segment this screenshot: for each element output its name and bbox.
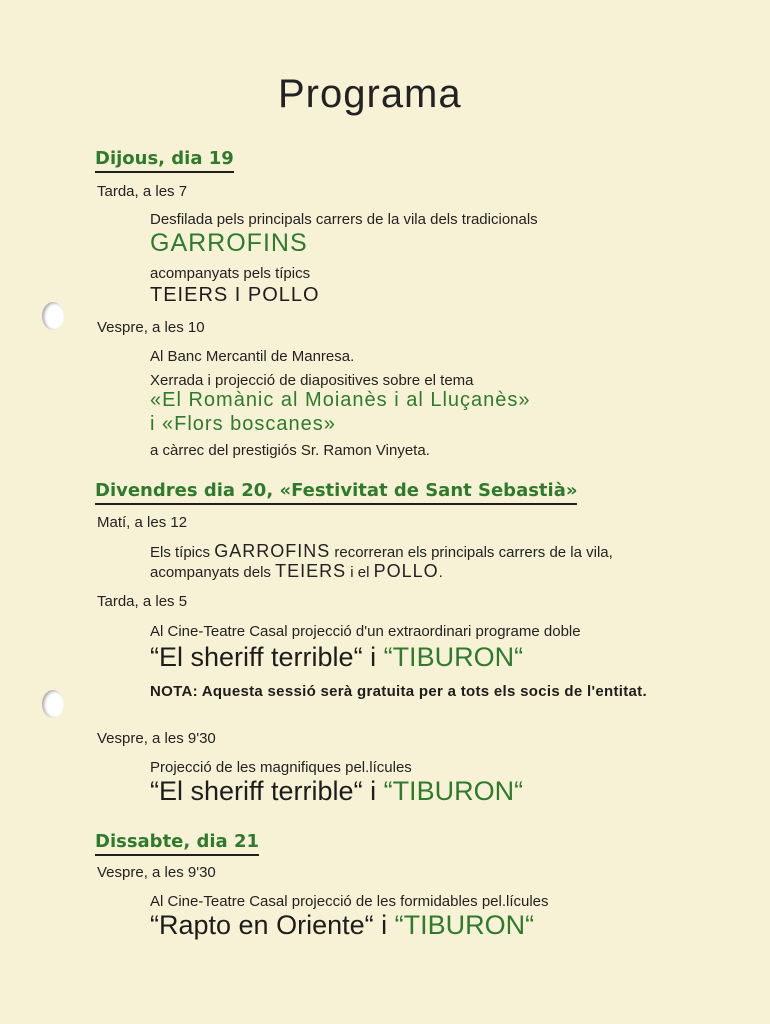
event-time: Vespre, a les 10 [97, 319, 205, 336]
film-line: “El sheriff terrible“ i “TIBURON“ [150, 776, 524, 806]
day-heading-saturday: Dissabte, dia 21 [95, 831, 259, 856]
event-intro: Projecció de les magnifiques pel.lícules [150, 759, 412, 776]
punch-hole [42, 690, 64, 718]
event-highlight: TEIERS I POLLO [150, 284, 320, 306]
event-topic: i «Flors boscanes» [150, 413, 336, 435]
day-heading-thursday: Dijous, dia 19 [95, 148, 234, 173]
event-highlight: POLLO [373, 561, 439, 581]
film-title: “TIBURON“ [394, 910, 535, 940]
event-time: Vespre, a les 9'30 [97, 730, 216, 747]
page-title: Programa [278, 72, 462, 116]
event-highlight: TEIERS [275, 561, 347, 581]
event-time: Matí, a les 12 [97, 514, 188, 531]
punch-hole [42, 302, 64, 330]
event-time: Tarda, a les 7 [97, 183, 188, 200]
event-highlight: GARROFINS [214, 541, 331, 561]
day-heading-friday: Divendres dia 20, «Festivitat de Sant Sebastià» [95, 480, 577, 505]
film-line: “Rapto en Oriente“ i “TIBURON“ [150, 910, 535, 940]
event-intro: Al Cine-Teatre Casal projecció de les formidables pel.lícules [150, 893, 549, 910]
film-title: “El sheriff terrible“ [150, 642, 363, 672]
event-time: Vespre, a les 9'30 [97, 864, 216, 881]
film-title: “TIBURON“ [383, 776, 524, 806]
event-topic: «El Romànic al Moianès i al Lluçanès» [150, 389, 531, 411]
event-highlight: GARROFINS [150, 229, 308, 257]
event-intro: Desfilada pels principals carrers de la vila dels tradicionals [150, 211, 538, 228]
event-description: Els típics GARROFINS recorreran els principals carrers de la vila, acompanyats dels TEIERS i el POLLO. [150, 541, 613, 581]
film-title: “TIBURON“ [383, 642, 524, 672]
event-connector: acompanyats pels típics [150, 265, 311, 282]
film-line: “El sheriff terrible“ i “TIBURON“ [150, 642, 524, 672]
event-time: Tarda, a les 5 [97, 593, 188, 610]
event-venue: Al Banc Mercantil de Manresa. [150, 348, 355, 365]
event-intro: Al Cine-Teatre Casal projecció d'un extraordinari programe doble [150, 623, 581, 640]
film-title: “Rapto en Oriente“ [150, 910, 374, 940]
event-note: NOTA: Aquesta sessió serà gratuita per a tots els socis de l'entitat. [150, 683, 647, 700]
event-description: Xerrada i projecció de diapositives sobre el tema [150, 372, 474, 389]
film-title: “El sheriff terrible“ [150, 776, 363, 806]
event-speaker: a càrrec del prestigiós Sr. Ramon Vinyeta. [150, 442, 430, 459]
